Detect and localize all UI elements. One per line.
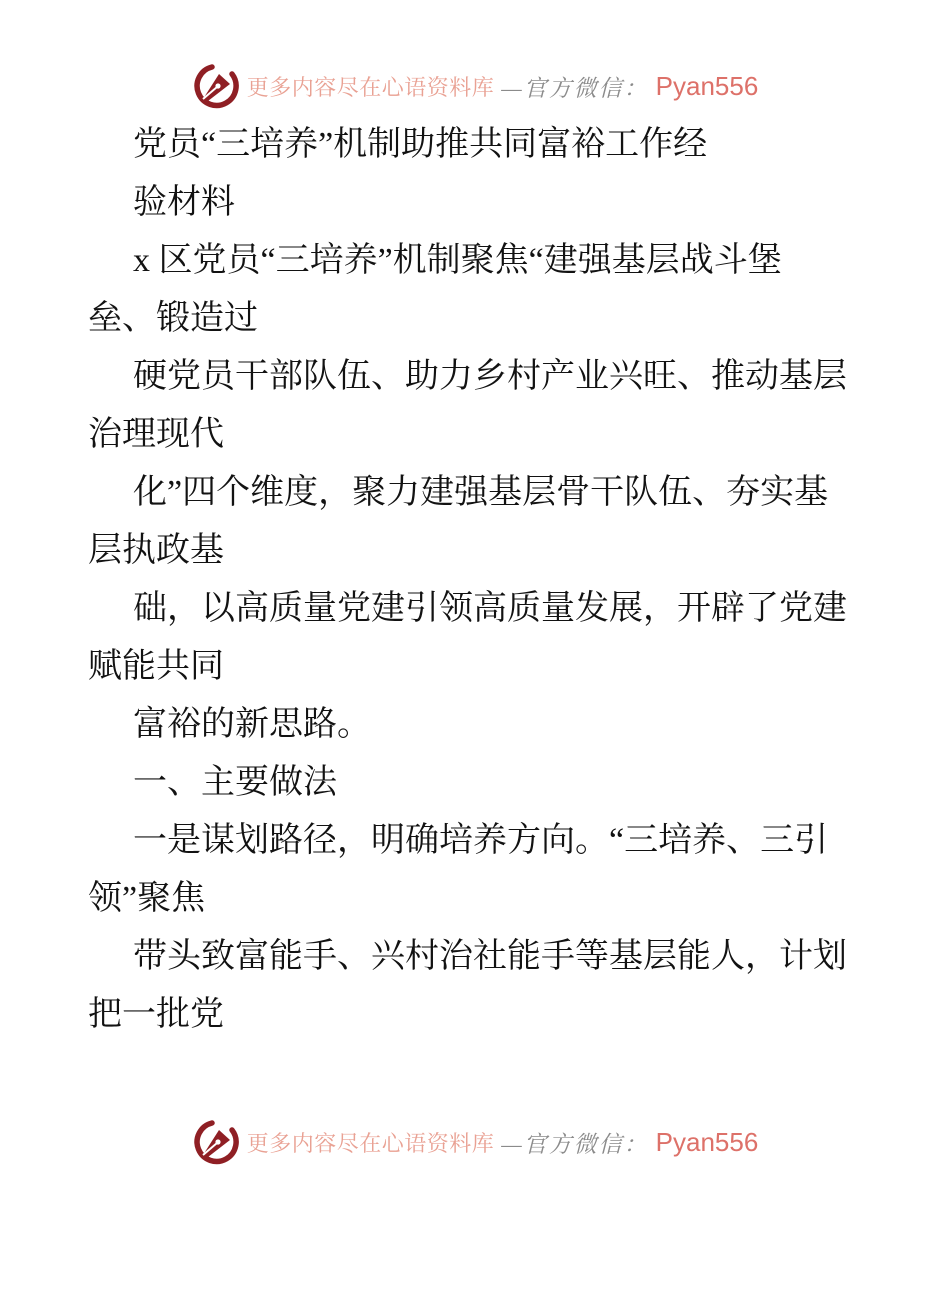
text-line: 一是谋划路径，明确培养方向。“三培养、三引 [133, 822, 829, 859]
text-line: x 区党员“三培养”机制聚焦“建强基层战斗堡 [133, 242, 782, 279]
text-line: 础，以高质量党建引领高质量发展，开辟了党建 [133, 590, 847, 627]
banner-wechat-id: Pyan556 [655, 1126, 759, 1157]
text-line: 化”四个维度，聚力建强基层骨干队伍、夯实基 [133, 474, 829, 511]
document-body [0, 112, 950, 1044]
text-line: 富裕的新思路。 [133, 706, 371, 743]
banner-wechat-label: —官方微信： [501, 1131, 649, 1157]
text-line: 治理现代 [88, 416, 224, 453]
text-line: 层执政基 [88, 532, 224, 569]
text-line: 带头致富能手、兴村治社能手等基层能人，计划 [133, 938, 847, 975]
text-line: 领”聚焦 [88, 880, 206, 917]
text-line: 赋能共同 [88, 648, 224, 685]
text-line: 一、主要做法 [133, 764, 337, 801]
document-page [0, 60, 950, 1290]
text-line: 把一批党 [88, 996, 224, 1033]
header-banner [0, 60, 950, 112]
text-line: 垒、锻造过 [88, 300, 258, 337]
footer-banner [0, 1116, 950, 1168]
banner-wechat-label: —官方微信： [501, 75, 649, 101]
text-line: 硬党员干部队伍、助力乡村产业兴旺、推动基层 [133, 358, 847, 395]
banner-site-text: 更多内容尽在心语资料库 [246, 74, 495, 100]
text-line: 党员“三培养”机制助推共同富裕工作经 [133, 126, 708, 163]
pen-nib-circle-logo-icon [192, 62, 240, 110]
pen-nib-circle-logo-icon [192, 1118, 240, 1166]
text-line: 验材料 [133, 184, 235, 221]
banner-wechat-id: Pyan556 [655, 70, 759, 101]
banner-site-text: 更多内容尽在心语资料库 [246, 1130, 495, 1156]
